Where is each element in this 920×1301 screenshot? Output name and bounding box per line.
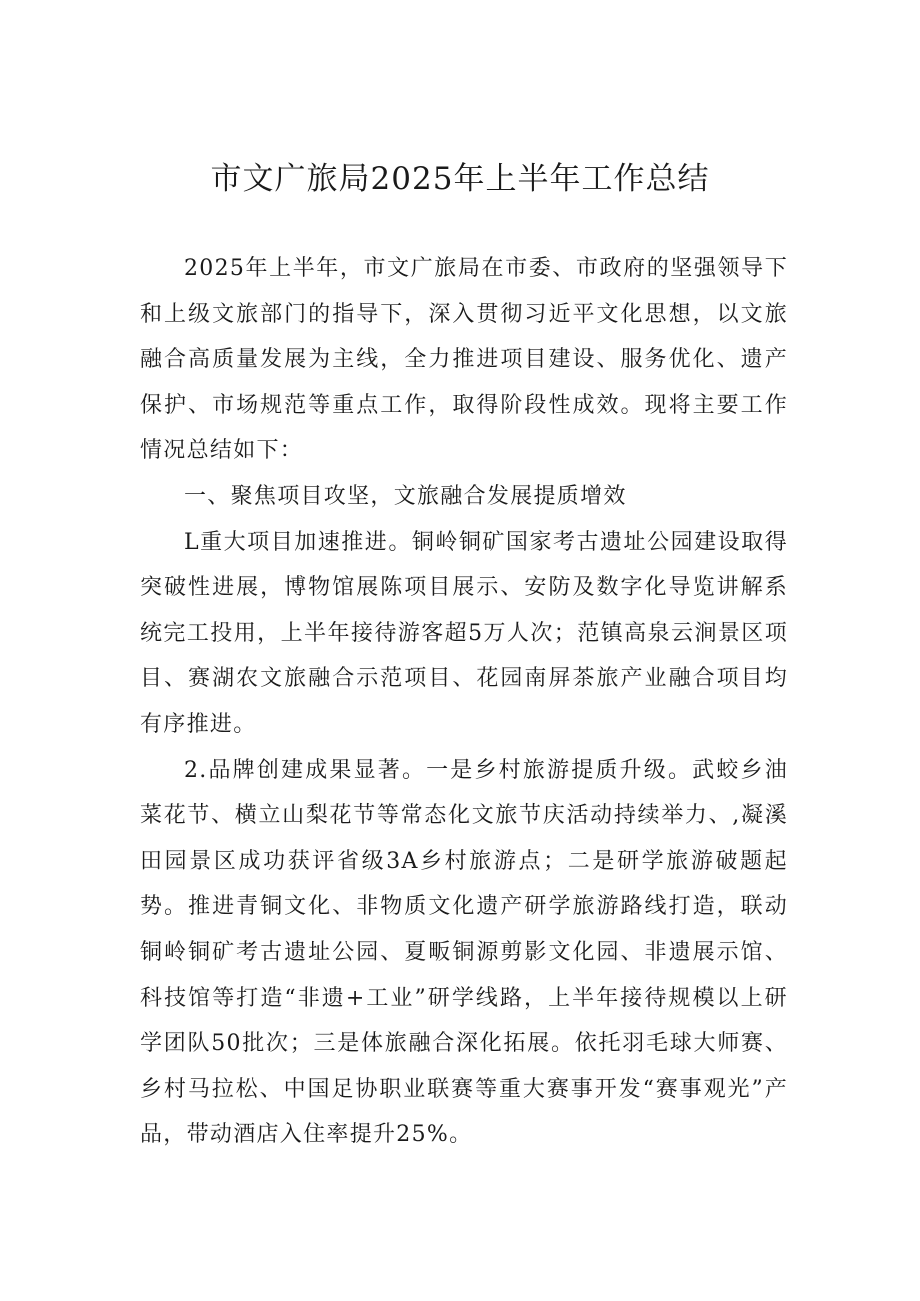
document-title: 市文广旅局2025年上半年工作总结: [210, 161, 710, 197]
intro-paragraph: 2025年上半年，市文广旅局在市委、市政府的坚强领导下和上级文旅部门的指导下，深入贯彻习近平文化思想，以文旅融合高质量发展为主线，全力推进项目建设、服务优化、遗产保护、市场规范等重点工作，取得阶段性成效。现将主要工作情况总结如下：: [140, 256, 788, 464]
section-1-heading: 一、聚焦项目攻坚，文旅融合发展提质增效: [184, 483, 627, 509]
item-2-paragraph: 2.品牌创建成果显著。一是乡村旅游提质升级。武蛟乡油菜花节、横立山梨花节等常态化文旅节庆活动持续举力、,凝溪田园景区成功获评省级3A乡村旅游点；二是研学旅游破题起势。推进青铜文化、非物质文化遗产研学旅游路线打造，联动铜岭铜矿考古遗址公园、夏畈铜源剪影文化园、非遗展示馆、科技馆等打造“非遗+工业”研学线路，上半年接待规模以上研学团队50批次；三是体旅融合深化拓展。依托羽毛球大师赛、乡村马拉松、中国足协职业联赛等重大赛事开发“赛事观光”产品，带动酒店入住率提升25%。: [140, 757, 788, 1148]
item-1-paragraph: L重大项目加速推进。铜岭铜矿国家考古遗址公园建设取得突破性进展，博物馆展陈项目展示、安防及数字化导览讲解系统完工投用，上半年接待游客超5万人次；范镇高泉云涧景区项目、赛湖农文旅融合示范项目、花园南屏茶旅产业融合项目均有序推进。: [140, 529, 788, 737]
document-body: [140, 246, 788, 1158]
